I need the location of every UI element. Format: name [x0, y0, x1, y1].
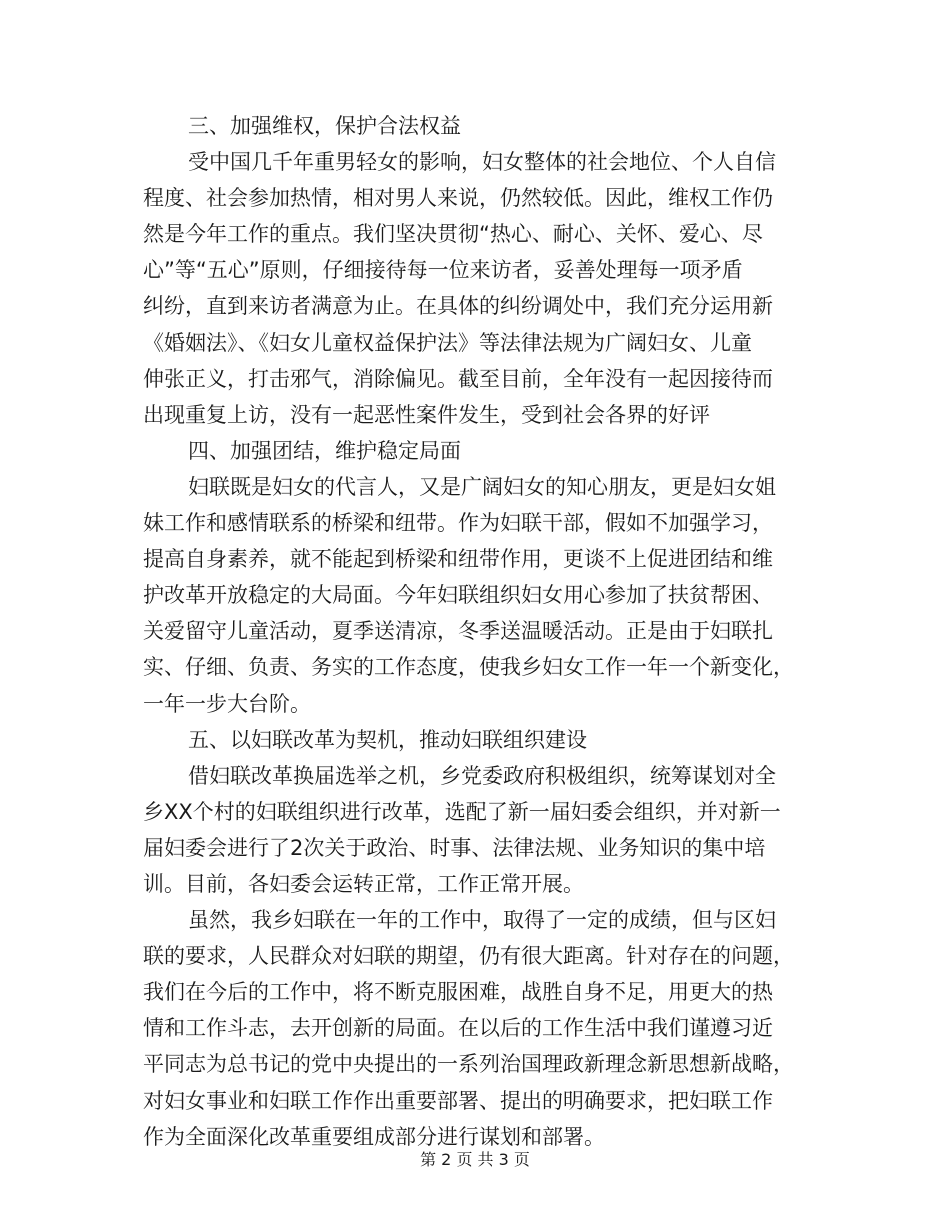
page-number-footer: 第 2 页 共 3 页 — [420, 1150, 530, 1169]
paragraph-line: 关爱留守儿童活动，夏季送清凉，冬季送温暖活动。正是由于妇联扎 — [143, 619, 773, 644]
paragraph-line: 借妇联改革换届选举之机，乡党委政府积极组织，统筹谋划对全 — [188, 763, 776, 788]
paragraph-line: 然是今年工作的重点。我们坚决贯彻“热心、耐心、关怀、爱心、尽 — [143, 222, 763, 247]
paragraph-line: 妇联既是妇女的代言人，又是广阔妇女的知心朋友，更是妇女姐 — [188, 474, 776, 499]
paragraph-line: 训。目前，各妇委会运转正常，工作正常开展。 — [143, 871, 584, 896]
section-heading: 三、加强维权，保护合法权益 — [188, 114, 461, 138]
paragraph-line: 届妇委会进行了2次关于政治、时事、法律法规、业务知识的集中培 — [143, 835, 766, 860]
paragraph-line: 提高自身素养，就不能起到桥梁和纽带作用，更谈不上促进团结和维 — [143, 547, 773, 572]
document-body — [143, 108, 808, 1155]
paragraph-line: 伸张正义，打击邪气，消除偏见。截至目前，全年没有一起因接待而 — [143, 366, 773, 391]
paragraph-line: 受中国几千年重男轻女的影响，妇女整体的社会地位、个人自信 — [188, 150, 776, 175]
paragraph-line: 程度、社会参加热情，相对男人来说，仍然较低。因此，维权工作仍 — [143, 186, 773, 211]
section-heading: 五、以妇联改革为契机，推动妇联组织建设 — [188, 727, 587, 752]
paragraph-line: 我们在今后的工作中，将不断克服困难，战胜自身不足，用更大的热 — [143, 980, 773, 1005]
paragraph-line: 联的要求，人民群众对妇联的期望，仍有很大距离。针对存在的问题， — [143, 944, 794, 969]
paragraph-line: 出现重复上访，没有一起恶性案件发生，受到社会各界的好评 — [143, 402, 710, 427]
paragraph-line: 心”等“五心”原则，仔细接待每一位来访者，妥善处理每一项矛盾 — [143, 258, 743, 283]
paragraph-line: 作为全面深化改革重要组成部分进行谋划和部署。 — [143, 1124, 605, 1149]
paragraph-line: 虽然，我乡妇联在一年的工作中，取得了一定的成绩，但与区妇 — [188, 908, 776, 933]
paragraph-line: 一年一步大台阶。 — [143, 691, 311, 716]
paragraph-line: 平同志为总书记的党中央提出的一系列治国理政新理念新思想新战略， — [143, 1052, 794, 1077]
paragraph-line: 情和工作斗志，去开创新的局面。在以后的工作生活中我们谨遵习近 — [143, 1016, 773, 1041]
paragraph-line: 《婚姻法》、《妇女儿童权益保护法》等法律法规为广阔妇女、儿童 — [143, 330, 752, 355]
paragraph-line: 护改革开放稳定的大局面。今年妇联组织妇女用心参加了扶贫帮困、 — [143, 583, 773, 608]
paragraph-line: 实、仔细、负责、务实的工作态度，使我乡妇女工作一年一个新变化， — [143, 655, 794, 680]
paragraph-line: 纠纷，直到来访者满意为止。在具体的纠纷调处中，我们充分运用新 — [143, 294, 773, 319]
paragraph-line: 对妇女事业和妇联工作作出重要部署、提出的明确要求，把妇联工作 — [143, 1088, 773, 1113]
paragraph-line: 乡XX个村的妇联组织进行改革，选配了新一届妇委会组织，并对新一 — [143, 799, 781, 824]
paragraph-line: 妹工作和感情联系的桥梁和纽带。作为妇联干部，假如不加强学习， — [143, 511, 773, 536]
section-heading: 四、加强团结，维护稳定局面 — [188, 438, 461, 463]
